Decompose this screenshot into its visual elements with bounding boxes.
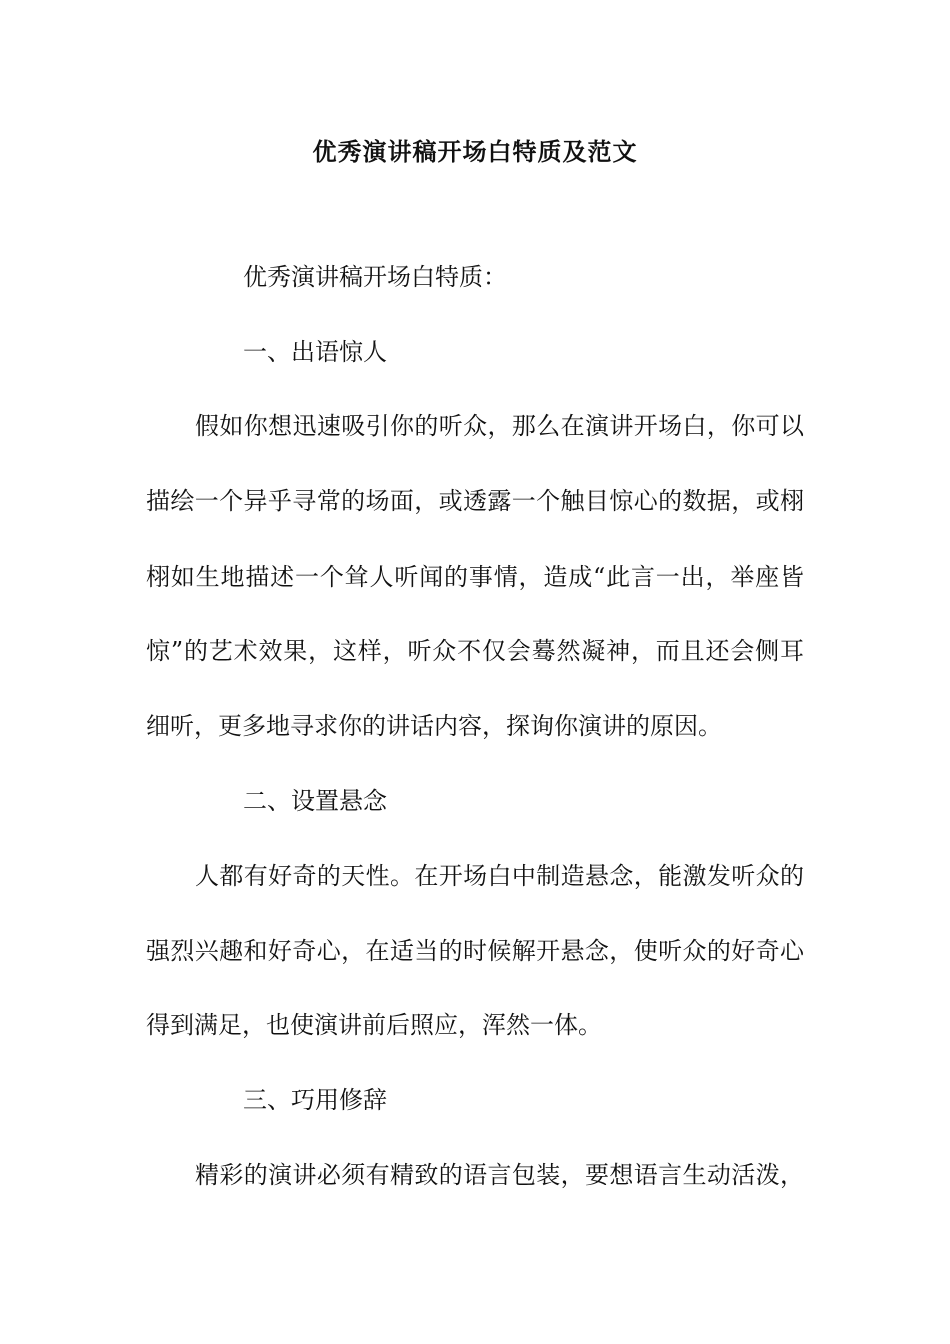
section-1-line-2: 描绘一个异乎寻常的场面，或透露一个触目惊心的数据，或栩 [146,487,804,515]
section-3-heading: 三、巧用修辞 [243,1086,387,1114]
section-1-heading: 一、出语惊人 [243,338,387,366]
section-2-line-3: 得到满足，也使演讲前后照应，浑然一体。 [146,1011,602,1039]
section-2-line-2: 强烈兴趣和好奇心，在适当的时候解开悬念，使听众的好奇心 [146,937,804,965]
section-2-heading: 二、设置悬念 [243,787,387,815]
section-2-line-1: 人都有好奇的天性。在开场白中制造悬念，能激发听众的 [195,862,804,890]
section-1-line-5: 细听，更多地寻求你的讲话内容，探询你演讲的原因。 [146,712,722,740]
section-1-line-3: 栩如生地描述一个耸人听闻的事情，造成“此言一出，举座皆 [146,563,804,591]
section-1-line-4: 惊”的艺术效果，这样，听众不仅会蓦然凝神，而且还会侧耳 [146,637,804,665]
intro-line: 优秀演讲稿开场白特质： [243,263,507,291]
section-3-line-1: 精彩的演讲必须有精致的语言包装，要想语言生动活泼， [195,1161,804,1189]
section-1-line-1: 假如你想迅速吸引你的听众，那么在演讲开场白，你可以 [195,412,804,440]
document-title: 优秀演讲稿开场白特质及范文 [312,137,638,166]
